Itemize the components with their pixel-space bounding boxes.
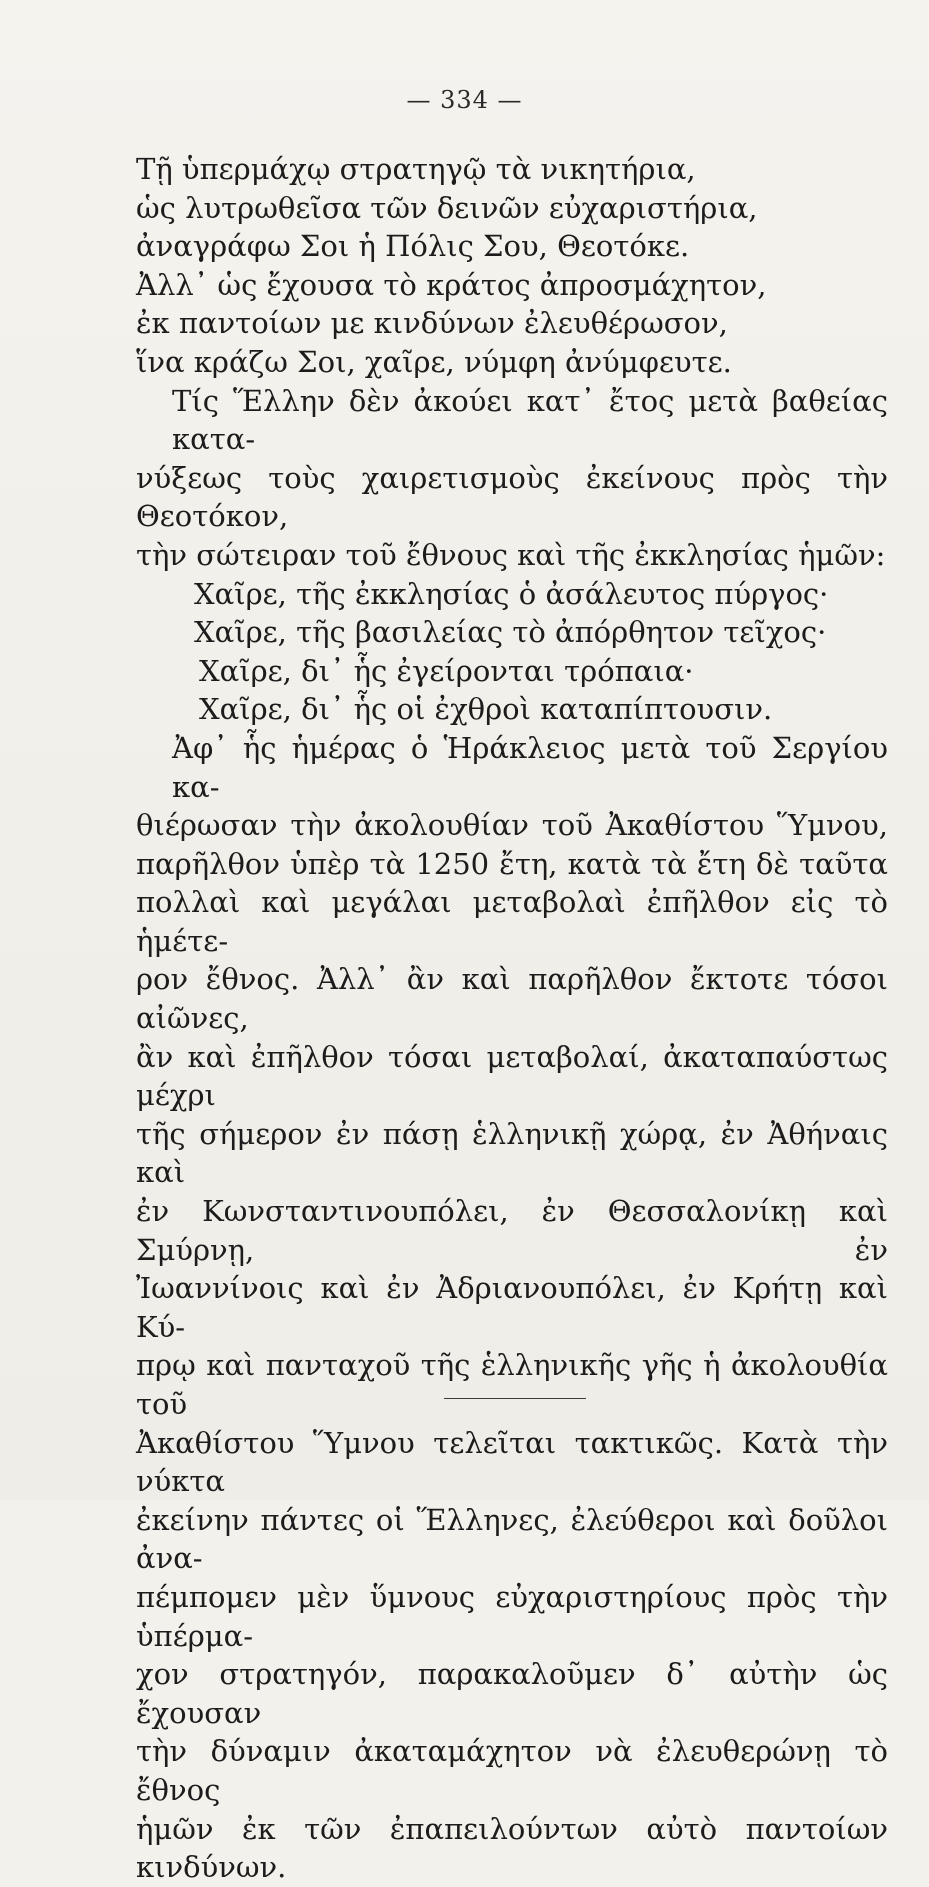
paragraph-history — [136, 729, 888, 1887]
chairetismos-line: Χαῖρε, δι᾽ ἧς οἱ ἐχθροὶ καταπίπτουσιν. — [199, 692, 773, 727]
paragraph-line: Ἰωαννίνοις καὶ ἐν Ἀδριανουπόλει, ἐν Κρήτῃ καὶ Κύ- — [136, 1271, 888, 1344]
paragraph-line: θιέρωσαν τὴν ἀκολουθίαν τοῦ Ἀκαθίστου Ὕμνου, — [136, 808, 888, 843]
paragraph-line: νύξεως τοὺς χαιρετισμοὺς ἐκείνους πρὸς τὴν Θεοτόκον, — [136, 460, 888, 534]
chairetismos-line: Χαῖρε, δι᾽ ἧς ἐγείρονται τρόπαια· — [199, 653, 694, 688]
page-number: — 334 — — [406, 86, 523, 114]
paragraph-line: τὴν σώτειραν τοῦ ἔθνους καὶ τῆς ἐκκλησίας ἡμῶν: — [136, 537, 886, 572]
hymn-line: Ἀλλ᾽ ὡς ἔχουσα τὸ κράτος ἀπροσμάχητον, — [136, 267, 767, 302]
paragraph-line: πολλαὶ καὶ μεγάλαι μεταβολαὶ ἐπῆλθον εἰς τὸ ἡμέτε- — [136, 885, 888, 958]
paragraph-line: Ἀκαθίστου Ὕμνου τελεῖται τακτικῶς. Κατὰ τὴν νύκτα — [136, 1425, 888, 1499]
section-end-rule — [444, 1398, 586, 1399]
hymn-stanza — [136, 150, 888, 382]
hymn-line: ἐκ παντοίων με κινδύνων ἐλευθέρωσον, — [136, 306, 728, 341]
paragraph-line: παρῆλθον ὑπὲρ τὰ 1250 ἔτη, κατὰ τὰ ἔτη δὲ ταῦτα — [136, 846, 888, 881]
hymn-line: ἵνα κράζω Σοι, χαῖρε, νύμφη ἀνύμφευτε. — [136, 344, 732, 379]
paragraph-line: τὴν δύναμιν ἀκαταμάχητον νὰ ἐλευθερώνῃ τὸ ἔθνος — [136, 1734, 888, 1807]
page-body — [136, 150, 888, 1887]
paragraph-line: ἂν καὶ ἐπῆλθον τόσαι μεταβολαί, ἀκαταπαύστως μέχρι — [136, 1039, 888, 1113]
paragraph-line: Ἀφ᾽ ἧς ἡμέρας ὁ Ἡράκλειος μετὰ τοῦ Σεργίου κα- — [172, 730, 888, 804]
paragraph-question — [136, 382, 888, 575]
paragraph-line: ἐν Κωνσταντινουπόλει, ἐν Θεσσαλονίκῃ καὶ Σμύρνῃ, ἐν — [136, 1194, 888, 1267]
chairetismos-line: Χαῖρε, τῆς ἐκκλησίας ὁ ἀσάλευτος πύργος· — [194, 576, 829, 611]
paragraph-line: τῆς σήμερον ἐν πάσῃ ἑλληνικῇ χώρᾳ, ἐν Ἀθήναις καὶ — [136, 1116, 888, 1190]
paragraph-line: Τίς Ἕλλην δὲν ἀκούει κατ᾽ ἔτος μετὰ βαθείας κατα- — [172, 383, 888, 457]
hymn-line: ὡς λυτρωθεῖσα τῶν δεινῶν εὐχαριστήρια, — [136, 190, 758, 225]
paragraph-line: ἡμῶν ἐκ τῶν ἐπαπειλούντων αὐτὸ παντοίων κινδύνων. — [136, 1811, 888, 1885]
hymn-line: Τῇ ὑπερμάχῳ στρατηγῷ τὰ νικητήρια, — [136, 152, 696, 186]
paragraph-line: χον στρατηγόν, παρακαλοῦμεν δ᾽ αὐτὴν ὡς ἔχουσαν — [136, 1657, 888, 1730]
hymn-line: ἀναγράφω Σοι ἡ Πόλις Σου, Θεοτόκε. — [136, 229, 690, 264]
paragraph-line: ἐκείνην πάντες οἱ Ἕλληνες, ἐλεύθεροι καὶ δοῦλοι ἀνα- — [136, 1502, 888, 1576]
chairetismos-line: Χαῖρε, τῆς βασιλείας τὸ ἀπόρθητον τεῖχος· — [194, 615, 827, 650]
paragraph-line: πρῳ καὶ πανταχοῦ τῆς ἑλληνικῆς γῆς ἡ ἀκολουθία τοῦ — [136, 1348, 888, 1421]
chairetismoi-verses — [136, 575, 888, 729]
paragraph-line: πέμπομεν μὲν ὕμνους εὐχαριστηρίους πρὸς τὴν ὑπέρμα- — [136, 1579, 888, 1653]
paragraph-line: ρον ἔθνος. Ἀλλ᾽ ἂν καὶ παρῆλθον ἔκτοτε τόσοι αἰῶνες, — [136, 962, 888, 1036]
